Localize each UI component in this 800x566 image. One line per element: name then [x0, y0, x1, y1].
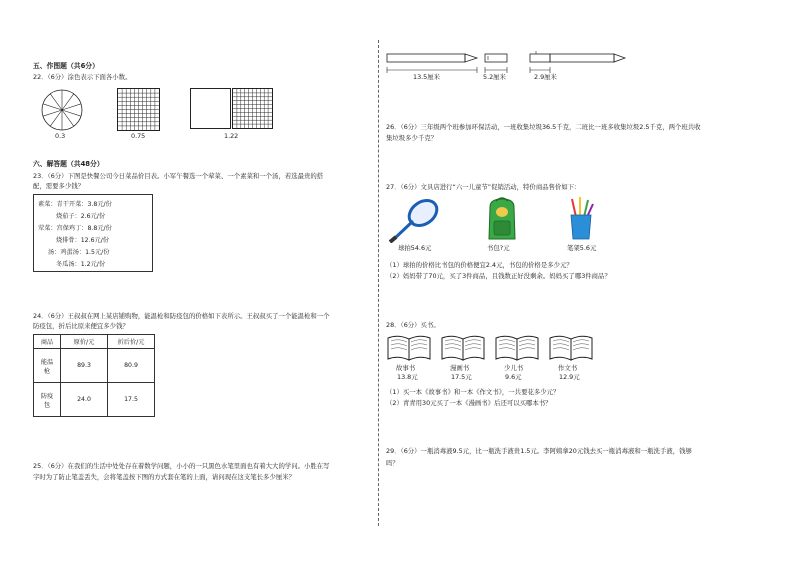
question-27-sub2: （2）妈妈带了70元，买了3件商品，且钱数正好没剩余。妈妈买了哪3件商品？ [386, 272, 611, 280]
menu-line: 烧排骨：12.6元/份 [56, 237, 109, 244]
table-row [34, 383, 155, 417]
question-27-sub1: （1）球拍的价格比书包的价格便宜2.4元，书包的价格是多少元？ [386, 261, 573, 269]
open-book-icon [386, 332, 432, 362]
question-28: 28．（6分）买书。 [386, 321, 440, 329]
book-price: 9.6元 [505, 373, 522, 381]
table-cell-name: 防疫 包 [34, 383, 61, 417]
hundred-grid-2 [232, 88, 273, 129]
book-price: 13.8元 [397, 373, 418, 381]
menu-line: 素菜：青干开菜：3.8元/份 [38, 201, 112, 208]
empty-square [190, 88, 231, 129]
menu-price-box [33, 194, 153, 272]
column-divider [378, 40, 379, 526]
menu-line: 汤：鸡蛋汤：1.5元/份 [48, 249, 110, 256]
question-22: 22．（6分）涂色表示下面各小数。 [33, 73, 132, 81]
table-cell: 89.3 [61, 349, 108, 383]
question-27: 27．（6分）文具店进行“六一儿童节”促销活动，特价商品售价如下： [386, 183, 581, 191]
pen-length-label: 13.5厘米 [413, 73, 441, 81]
open-book-icon [494, 332, 540, 362]
book-price: 17.5元 [451, 373, 472, 381]
table-row [34, 349, 155, 383]
price-table [33, 334, 155, 417]
tennis-racket-icon [386, 197, 442, 243]
question-29-line1: 29．（6分）一瓶消毒液9.5元，比一瓶洗手液贵1.5元。李阿姨拿20元钱去买一瓶消毒液和一瓶洗手液，钱够 [386, 447, 692, 455]
book-price: 12.9元 [559, 373, 580, 381]
label-0-3: 0.3 [55, 132, 66, 140]
question-26-line2: 集垃圾多少千克？ [386, 134, 438, 142]
section5-title: 五、作图题（共6分） [33, 62, 99, 70]
table-cell: 17.5 [108, 383, 155, 417]
open-book-icon [548, 332, 594, 362]
table-header: 原价/元 [61, 335, 108, 349]
book-name: 故事书 [396, 364, 416, 372]
book-name: 作文书 [558, 364, 578, 372]
question-23-line2: 配，需要多少钱？ [33, 182, 85, 190]
racket-price-label: 球拍54.6元 [398, 244, 432, 252]
fraction-circle [40, 88, 84, 132]
cap-length-label: 5.2厘米 [483, 73, 506, 81]
question-28-sub2: （2）青青用30元买了一本《漫画书》后还可以买哪本书？ [386, 399, 552, 407]
question-23-line1: 23．（6分）下图是快餐公司今日菜品价目表。小军午餐选一个荤菜、一个素菜和一个汤，若选最贵的搭 [33, 172, 324, 180]
hundred-grid-1 [117, 88, 160, 131]
question-26-line1: 26．（6分）三年级两个班参加环保活动，一班收集垃圾36.5千克，二班比一班多收集垃圾2.5千克，两个班共收 [386, 123, 701, 131]
table-header: 折后价/元 [108, 335, 155, 349]
table-cell: 80.9 [108, 349, 155, 383]
section6-title: 六、解答题（共48分） [33, 160, 104, 168]
table-cell-name: 能温 枪 [34, 349, 61, 383]
pencil-holder-icon [566, 195, 596, 243]
bag-price-label: 书包?元 [487, 244, 510, 252]
label-0-75: 0.75 [131, 132, 146, 140]
menu-line: 烧茄子：2.6元/份 [56, 213, 106, 220]
label-1-22: 1.22 [224, 132, 239, 140]
question-25-line2: 字时为了防止笔盖丢失，会将笔盖按下图的方式套在笔的上面，请问现在这支笔长多少厘米？ [33, 473, 296, 481]
question-25-line1: 25．（6分）在我们的生活中处处存在着数学问题，小小的一只黑色水笔里面也有着大大的学问。小胜在写 [33, 462, 330, 470]
question-24-line2: 防疫包，折后比原来便宜多少钱？ [33, 322, 129, 330]
school-bag-icon [484, 195, 520, 243]
question-28-sub1: （1）买一本《故事书》和一本《作文书》，一共要花多少元？ [386, 388, 560, 396]
question-29-line2: 吗？ [386, 459, 399, 467]
overlap-length-label: 2.9厘米 [534, 73, 557, 81]
question-24-line1: 24．（6分）王叔叔在网上某店铺购物，能温枪和防疫包的价格如下表所示。王叔叔买了一个能温枪和一个 [33, 312, 330, 320]
table-cell: 24.0 [61, 383, 108, 417]
book-name: 少儿书 [504, 364, 524, 372]
menu-line: 冬瓜汤：1.2元/份 [56, 261, 106, 268]
open-book-icon [440, 332, 486, 362]
book-name: 漫画书 [450, 364, 470, 372]
table-header: 商品 [34, 335, 61, 349]
holder-price-label: 笔架5.6元 [567, 244, 597, 252]
menu-line: 荤菜：宫保鸡丁：8.8元/份 [38, 225, 112, 232]
